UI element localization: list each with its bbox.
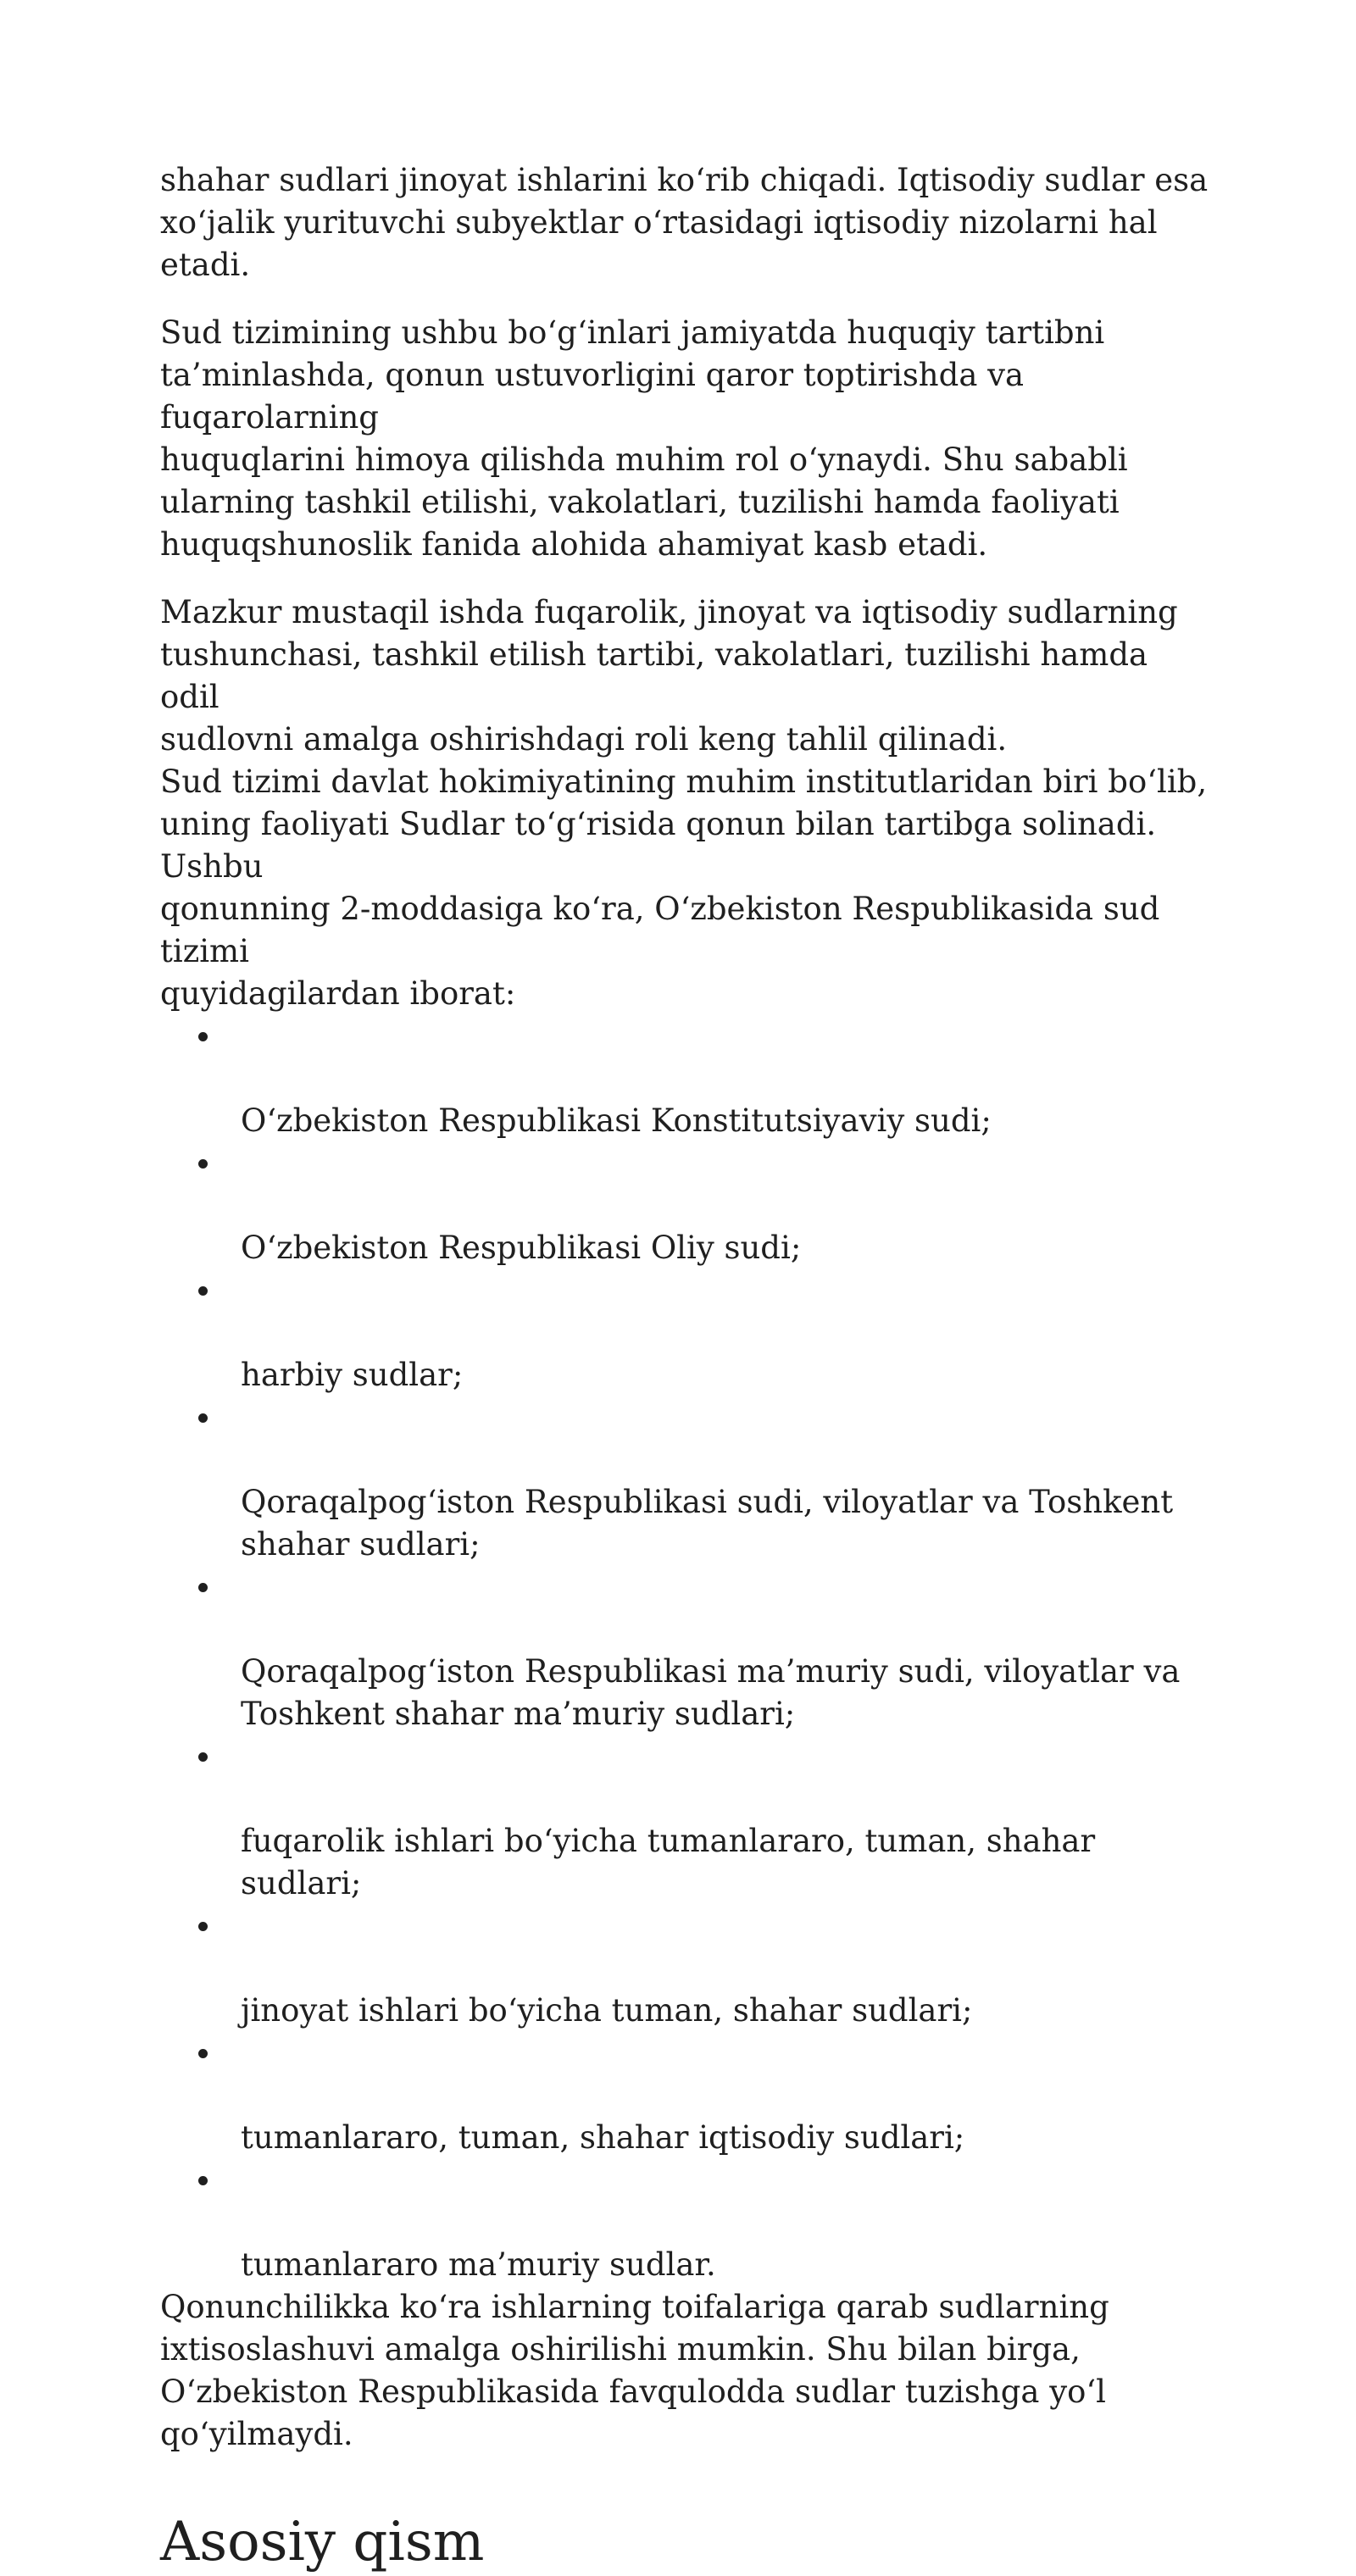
list-item — [160, 1269, 1211, 1396]
bullet-icon — [198, 2176, 208, 2185]
paragraph-court-system-law: Sud tizimi davlat hokimiyatining muhim institutlaridan biri bo‘lib, uning faoliyati Sudlar to‘g‘risida qonun bilan tartibga solinadi. Ushbu qonunning 2-moddasiga ko‘ra, O‘zbekiston Respublikasida sud tizimi quyidagilardan iborat: — [160, 763, 1208, 1012]
list-item — [160, 1015, 1211, 1142]
paragraph-courts-intro: shahar sudlari jinoyat ishlarini ko‘rib chiqadi. Iqtisodiy sudlar esa xo‘jalik yurituvchi subyektlar o‘rtasidagi iqtisodiy nizolarni hal etadi. — [160, 162, 1209, 283]
list-item-text: tumanlararo, tuman, shahar iqtisodiy sudlari; — [241, 2119, 965, 2156]
list-item-text: O‘zbekiston Respublikasi Konstitutsiyaviy sudi; — [241, 1102, 992, 1139]
list-item-text: Qoraqalpog‘iston Respublikasi sudi, viloyatlar va Toshkent shahar sudlari; — [241, 1484, 1174, 1563]
court-system-list — [160, 1015, 1211, 2286]
paragraph-court-system-role: Sud tizimining ushbu bo‘g‘inlari jamiyatda huquqiy tartibni ta’minlashda, qonun ustuvorligini qaror toptirishda va fuqarolarning huquqlarini himoya qilishda muhim rol o‘ynaydi. Shu sababli ularning tashkil etilishi, vakolatlari, tuzilishi hamda faoliyati huquqshunoslik fanida alohida ahamiyat kasb etadi. — [160, 314, 1128, 563]
list-item — [160, 2032, 1211, 2159]
bullet-icon — [198, 1413, 208, 1423]
list-item-text: fuqarolik ishlari bo‘yicha tumanlararo, tuman, shahar sudlari; — [241, 1823, 1096, 1901]
bullet-icon — [198, 1159, 208, 1169]
list-item — [160, 1396, 1211, 1566]
list-item — [160, 1735, 1211, 1905]
list-item-text: harbiy sudlar; — [241, 1357, 464, 1393]
list-item — [160, 1905, 1211, 2032]
document-content — [160, 159, 1211, 2576]
list-item-text: tumanlararo ma’muriy sudlar. — [241, 2246, 716, 2283]
list-item-text: Qoraqalpog‘iston Respublikasi ma’muriy sudi, viloyatlar va Toshkent shahar ma’muriy sudlari; — [241, 1653, 1181, 1732]
list-item — [160, 2159, 1211, 2286]
paragraph-spacer — [160, 286, 1211, 312]
list-item — [160, 1142, 1211, 1269]
section-heading: Asosiy qism — [160, 2511, 485, 2573]
paragraph-spacer — [160, 566, 1211, 591]
bullet-icon — [198, 2049, 208, 2058]
list-item — [160, 1566, 1211, 1735]
paragraph-specialization: Qonunchilikka ko‘ra ishlarning toifalariga qarab sudlarning ixtisoslashuvi amalga oshirilishi mumkin. Shu bilan birga, O‘zbekiston Respublikasida favqulodda sudlar tuzishga yo‘l qo‘yilmaydi. — [160, 2289, 1109, 2452]
paragraph-work-scope: Mazkur mustaqil ishda fuqarolik, jinoyat va iqtisodiy sudlarning tushunchasi, tashkil etilish tartibi, vakolatlari, tuzilishi hamda odil sudlovni amalga oshirishdagi roli keng tahlil qilinadi. — [160, 594, 1178, 758]
bullet-icon — [198, 1032, 208, 1041]
bullet-icon — [198, 1583, 208, 1592]
list-item-text: jinoyat ishlari bo‘yicha tuman, shahar sudlari; — [241, 1992, 973, 2029]
list-item-text: O‘zbekiston Respublikasi Oliy sudi; — [241, 1230, 802, 1266]
bullet-icon — [198, 1922, 208, 1931]
bullet-icon — [198, 1286, 208, 1296]
